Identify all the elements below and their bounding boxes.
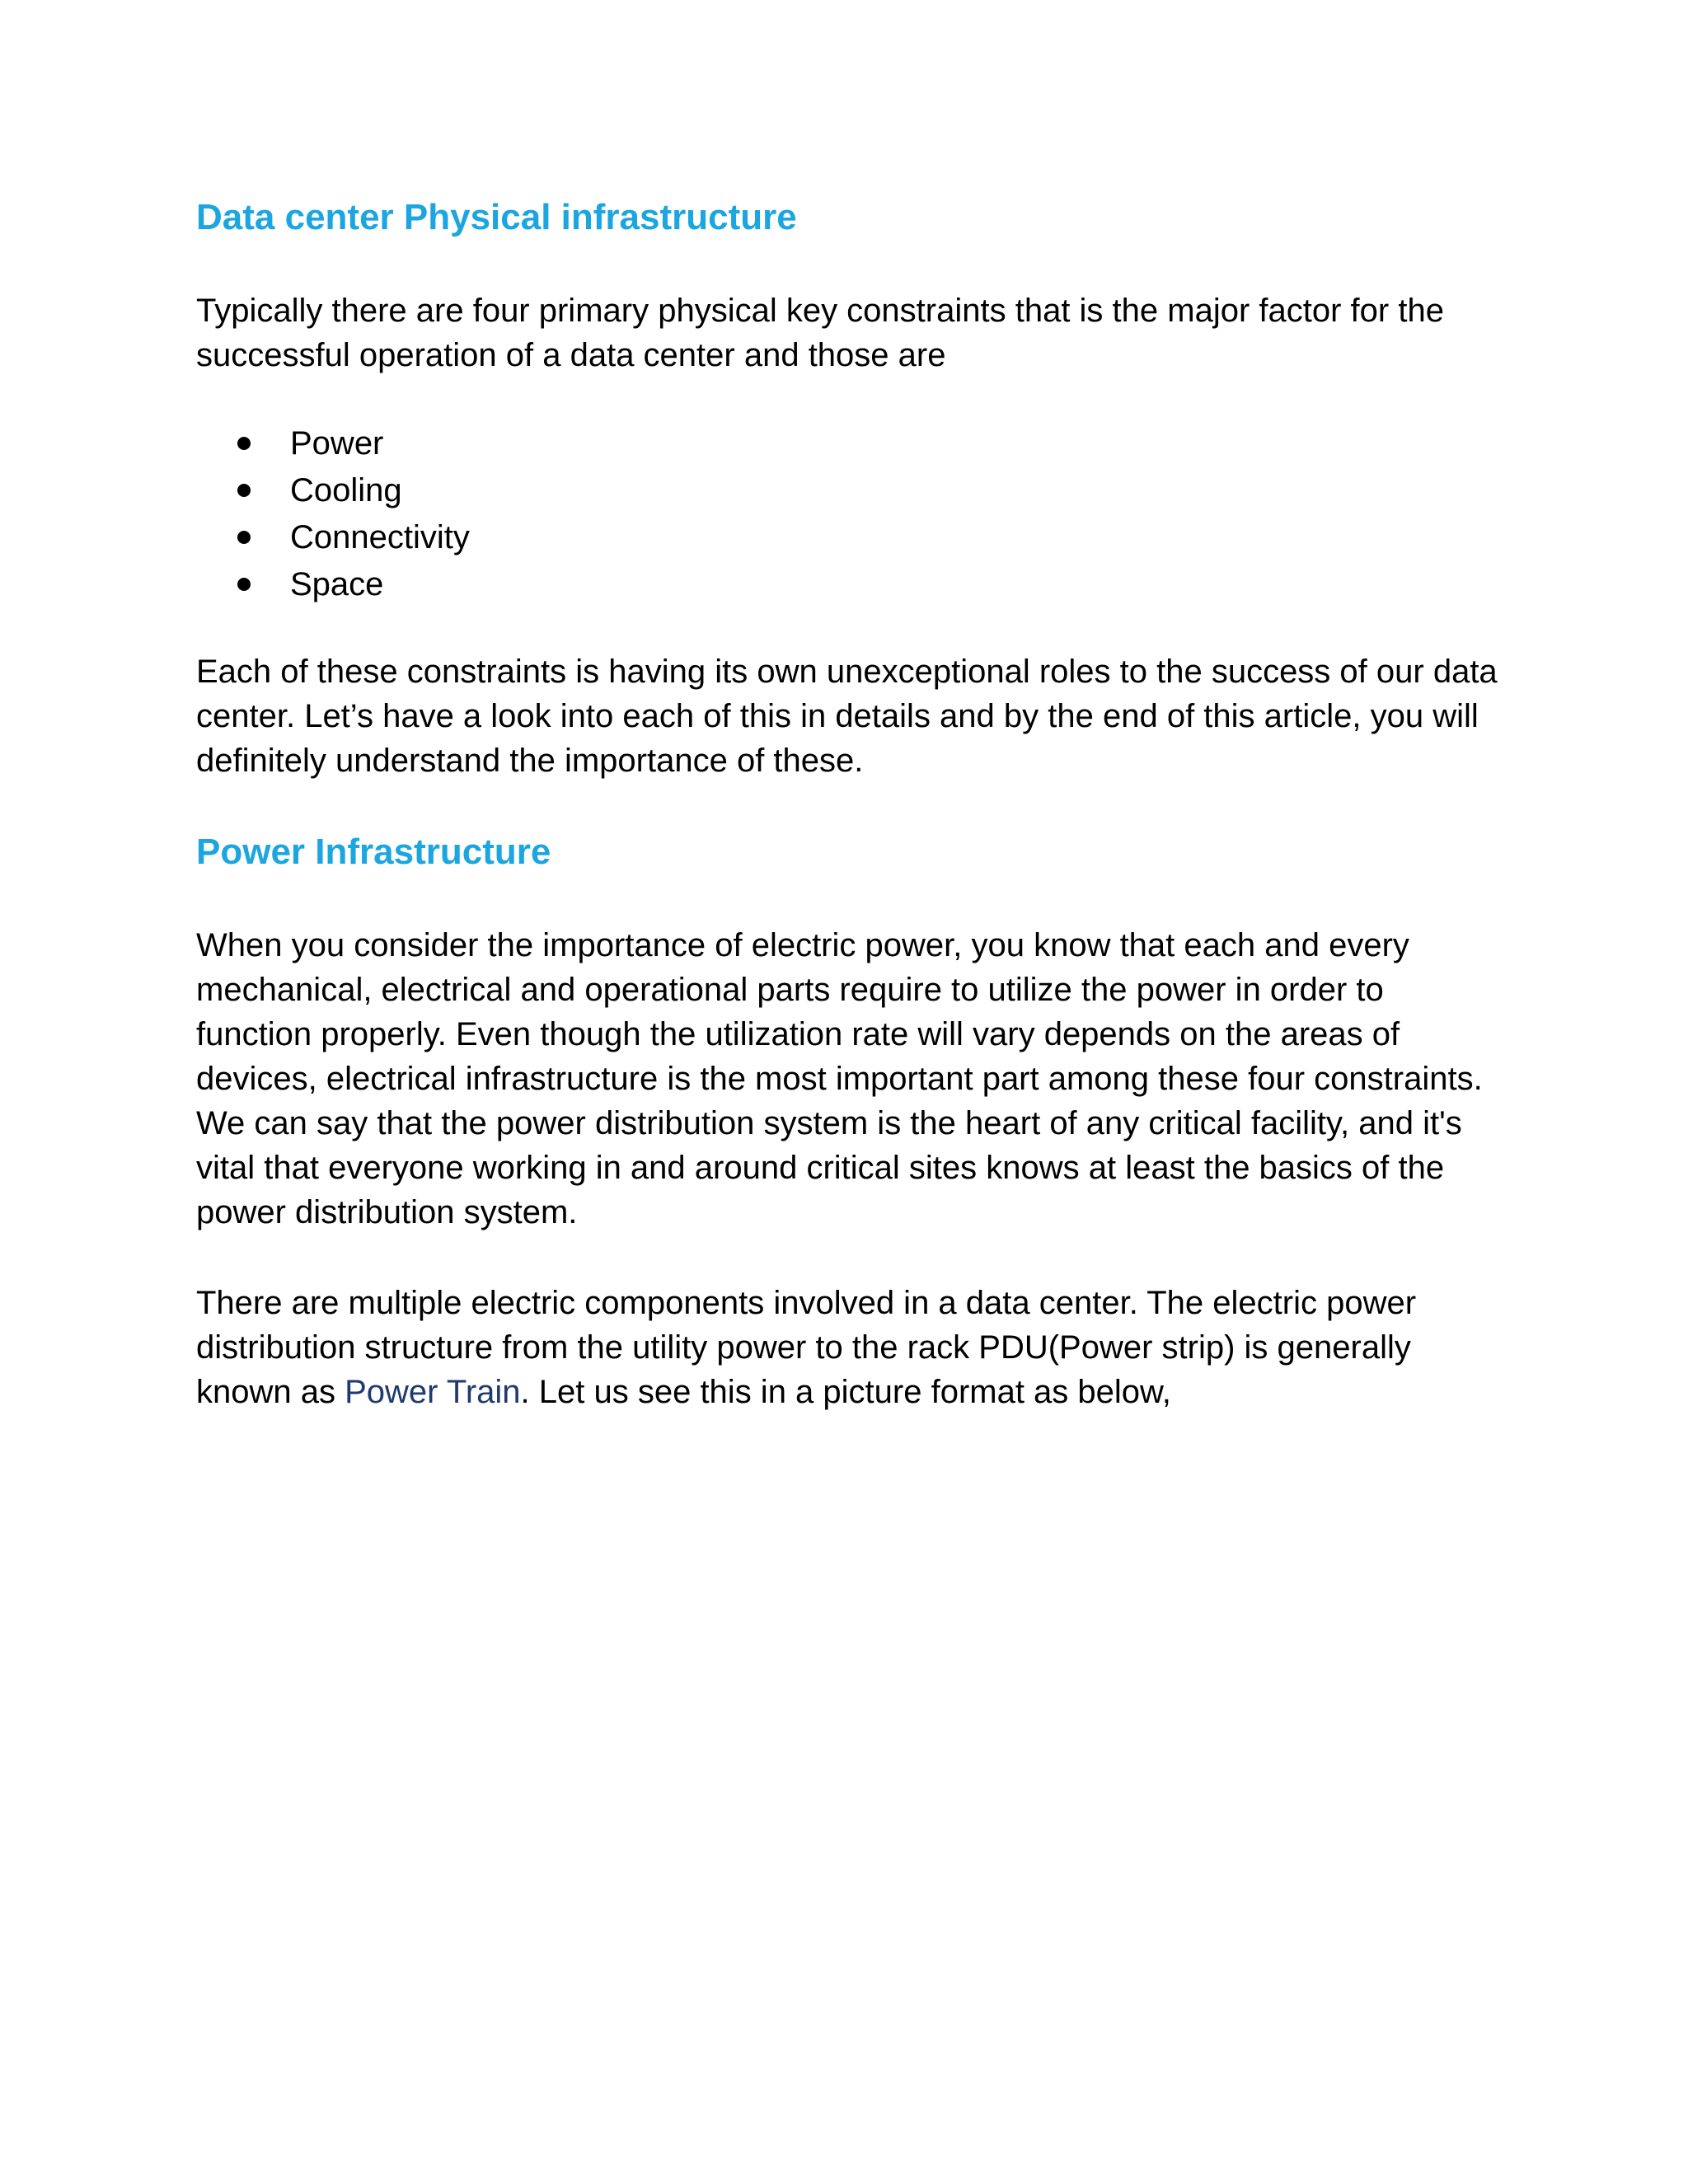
bullet-icon	[237, 437, 251, 450]
power-train-paragraph	[196, 1281, 1498, 1414]
list-item	[237, 514, 1498, 561]
power-importance-paragraph: When you consider the importance of electric power, you know that each and every mechanical, electrical and operational parts require to utilize the power in order to function properly. Even though the utilization rate will vary depends on the areas of devices, electrical infrastructure is the most important part among these four constraints. We can say that the power distribution system is the heart of any critical facility, and it's vital that everyone working in and around critical sites knows at least the basics of the power distribution system.	[196, 927, 1483, 1230]
list-item	[237, 467, 1498, 514]
constraints-paragraph: Each of these constraints is having its own unexceptional roles to the success of our data center. Let’s have a look into each of this in details and by the end of this article, you will definitely understand the importance of these.	[196, 654, 1498, 779]
power-train-link[interactable]: Power Train	[345, 1374, 521, 1410]
heading-power-infrastructure: Power Infrastructure	[196, 832, 551, 872]
paragraph-text-start: There are multiple electric components involved in a data center. The electric power distribution structure from the utility power to the rack PDU(Power strip) is generally known as	[196, 1285, 1417, 1410]
list-item-label: Power	[290, 425, 384, 462]
bullet-icon	[237, 578, 251, 591]
heading-data-center-physical-infrastructure: Data center Physical infrastructure	[196, 197, 797, 237]
list-item-label: Connectivity	[290, 519, 470, 555]
bullet-icon	[237, 484, 251, 497]
list-item-label: Cooling	[290, 472, 402, 509]
list-item	[237, 420, 1498, 467]
intro-paragraph: Typically there are four primary physical key constraints that is the major factor for the successful operation of a data center and those are	[196, 293, 1444, 373]
paragraph-text-end: . Let us see this in a picture format as below,	[520, 1374, 1171, 1410]
document-body	[196, 194, 1498, 1414]
list-item	[237, 561, 1498, 608]
bullet-icon	[237, 531, 251, 544]
list-item-label: Space	[290, 566, 384, 602]
constraints-list	[196, 420, 1498, 608]
